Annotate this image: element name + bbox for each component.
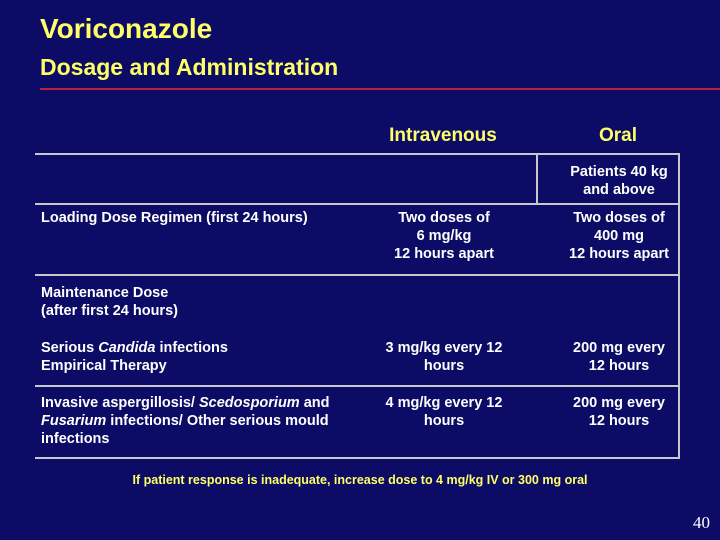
slide-subtitle: Dosage and Administration xyxy=(40,54,339,80)
column-header-intravenous: Intravenous xyxy=(389,125,497,146)
serious-candida-iv: 3 mg/kg every 12 hours xyxy=(385,340,503,374)
table-row-divider xyxy=(35,274,680,276)
title-divider xyxy=(40,88,720,90)
loading-dose-iv: Two doses of 6 mg/kg 12 hours apart xyxy=(394,210,494,262)
serious-candida-label: Serious Candida infections Empirical Therapy xyxy=(41,340,228,374)
table-bottom-border xyxy=(35,457,680,459)
slide-title: Voriconazole xyxy=(40,13,213,44)
table-row-divider xyxy=(35,385,680,387)
invasive-infections-iv: 4 mg/kg every 12 hours xyxy=(385,395,503,429)
invasive-infections-oral: 200 mg every 12 hours xyxy=(573,395,665,429)
page-number: 40 xyxy=(693,513,710,532)
loading-dose-oral: Two doses of 400 mg 12 hours apart xyxy=(569,210,669,262)
oral-subheader: Patients 40 kg and above xyxy=(570,164,668,198)
maintenance-dose-label: Maintenance Dose (after first 24 hours) xyxy=(41,285,178,319)
dose-adjustment-footnote: If patient response is inadequate, increase dose to 4 mg/kg IV or 300 mg oral xyxy=(132,473,588,487)
serious-candida-oral: 200 mg every 12 hours xyxy=(573,340,665,374)
loading-dose-label: Loading Dose Regimen (first 24 hours) xyxy=(41,210,308,226)
column-header-oral: Oral xyxy=(598,125,638,146)
table-row-divider xyxy=(35,203,680,205)
table-top-border xyxy=(35,153,680,155)
invasive-infections-label: Invasive aspergillosis/ Scedosporium and Fusarium infections/ Other serious mould infections xyxy=(41,395,330,447)
oral-column-left-border xyxy=(536,153,538,204)
